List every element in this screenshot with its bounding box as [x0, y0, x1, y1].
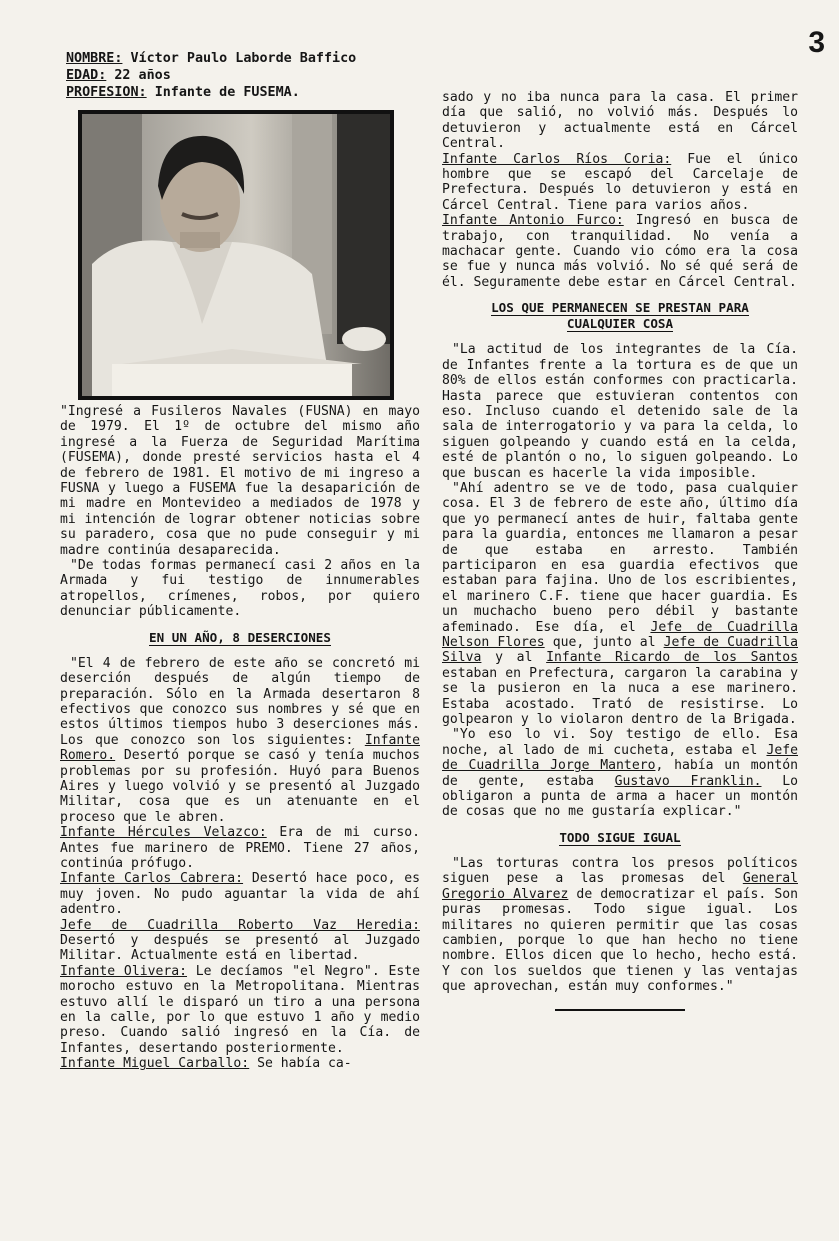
paragraph: "Ingresé a Fusileros Navales (FUSNA) en mayo de 1979. El 1º de octubre del mismo año ingresé a la Fuerza de Seguridad Marítima (FUSEMA), donde presté servicios hasta el 4 de febrero de 1981. El motivo de mi ingreso a FUSNA y luego a FUSEMA fue la desaparición de mi madre en Montevideo a mediados de 1978 y mi intención de lograr obtener noticias sobre su paradero, cosa que no pude conseguir y mi madre continúa desaparecida.	[60, 404, 420, 558]
paragraph-text: Se había ca-	[249, 1056, 352, 1072]
paragraph: sado y no iba nunca para la casa. El primer día que salió, no volvió más. Después lo detuvieron y actualmente está en Cárcel Central.	[442, 90, 798, 152]
person-name: Infante Antonio Furco:	[442, 213, 624, 229]
person-name: Infante Olivera:	[60, 963, 188, 979]
person-name: Jefe de Cuadrilla Roberto Vaz Heredia:	[60, 917, 420, 933]
section-heading-same	[442, 830, 798, 846]
paragraph	[60, 1056, 420, 1071]
paragraph-text: Desertó hace poco, es muy joven. No pudo aguantar la vida de ahí adentro.	[60, 871, 420, 918]
paragraph	[442, 481, 798, 728]
paragraph	[442, 727, 798, 819]
paragraph	[442, 213, 798, 290]
paragraph-text: estaban en Prefectura, cargaron la carabina y se la pusieron en la nuca a ese marinero. Estaba acostado. Trató de resistirse. Lo golpearon y lo violaron dentro de la Brigada.	[442, 665, 798, 728]
paragraph-text: Lo obligaron a punta de arma a hacer un montón de cosas que no me gustaría explicar."	[442, 773, 799, 820]
person-name: Infante Carlos Cabrera:	[60, 871, 244, 887]
name-value: Víctor Paulo Laborde Baffico	[130, 51, 357, 66]
section-heading-text: EN UN AÑO, 8 DESERCIONES	[149, 629, 331, 645]
paragraph	[60, 656, 420, 825]
section-heading-text: CUALQUIER COSA	[566, 316, 674, 332]
paragraph	[442, 152, 798, 214]
section-heading-remain	[442, 300, 798, 332]
paragraph-text: y al	[481, 650, 547, 666]
paragraph-text: "Yo eso lo vi. Soy testigo de ello. Esa noche, al lado de mi cucheta, estaba el	[442, 727, 798, 758]
profession-row	[66, 84, 356, 101]
paragraph-text: Desertó y después se presentó al Juzgado Militar. Actualmente está en libertad.	[60, 933, 420, 964]
paragraph: "La actitud de los integrantes de la Cía. de Infantes frente a la tortura es de que un 80% de ellos están conformes con practicarla. Hasta parece que estuvieran contentos con eso. Incluso cuando el detenido sale de la sala de interrogatorio y va para la celda, lo siguen golpeando y cuando está en la celda, esté de plantón o no, lo siguen golpeando. Lo que buscan es hacerle la vida imposible.	[442, 342, 798, 481]
age-value: 22 años	[114, 68, 171, 83]
paragraph: "De todas formas permanecí casi 2 años en la Armada y fui testigo de innumerables atropellos, crímenes, robos, por quiero denunciar públicamente.	[60, 558, 420, 620]
name-label: NOMBRE:	[66, 51, 123, 66]
paragraph-text: Era de mi curso. Antes fue marinero de PREMO. Tiene 27 años, continúa prófugo.	[60, 825, 421, 871]
person-name: Infante Carlos Ríos Coria:	[442, 151, 672, 167]
portrait-photo-image	[82, 114, 390, 396]
profession-label: PROFESION:	[66, 85, 147, 100]
end-rule	[555, 1009, 685, 1011]
person-name: Gustavo Franklin.	[614, 773, 762, 789]
person-name: Jefe de Cuadrilla Nelson Flores	[442, 619, 799, 650]
age-label: EDAD:	[66, 68, 107, 83]
paragraph-text: Desertó porque se casó y tenía muchos problemas por su profesión. Huyó para Buenos Aires y luego volvió y se presentó al Juzgado Militar, cosa que es un atenuante en el proceso que le abren.	[60, 748, 420, 825]
paragraph-text: , había un montón de gente, estaba	[442, 758, 798, 789]
right-column	[442, 90, 798, 1011]
name-row	[66, 50, 356, 67]
paragraph-text: "Ahí adentro se ve de todo, pasa cualquier cosa. El 3 de febrero de este año, último día que yo permanecí antes de huir, faltaba gente para la guardia, entonces me llamaron a pesar de que estaba en arresto. También participaron en esa guardia efectivos que estaban para fajina. Uno de los escribientes, el marinero C.F. tiene que hacer guardia. Es un muchacho bueno pero débil y bastante afeminado. Ese día, el	[442, 480, 798, 635]
section-heading-text: LOS QUE PERMANECEN SE PRESTAN PARA	[491, 300, 749, 316]
section-heading-desertions	[60, 630, 420, 646]
paragraph	[442, 856, 798, 995]
paragraph	[60, 825, 420, 871]
paragraph-text: Fue el único hombre que se escapó del Carcelaje de Prefectura. Después lo detuvieron y está en Cárcel Central. Tiene para varios años.	[442, 151, 798, 213]
person-name: Jefe de Cuadrilla Silva	[442, 635, 799, 666]
paragraph-text: "El 4 de febrero de este año se concretó mi deserción después de algún tiempo de preparación. Sólo en la Armada desertaron 8 efectivos que conozco sus nombres y sé que en estos últimos tiempos hubo 3 deserciones más. Los que conozco son los siguientes:	[60, 655, 420, 748]
paragraph	[60, 964, 420, 1056]
section-heading-text: TODO SIGUE IGUAL	[559, 829, 681, 845]
paragraph-text: de democratizar el país. Son puras promesas. Todo sigue igual. Los militares no quieren permitir que las cosas cambien, porque lo que han hecho no tiene nombre. Ellos dicen que lo hecho, hecho está. Y con los sueldos que tienen y las ventajas que aprovechan, están muy conformes."	[442, 886, 798, 995]
paragraph-text: que, junto al	[544, 635, 664, 650]
left-column	[60, 404, 420, 1072]
person-name: Jefe de Cuadrilla Jorge Mantero	[442, 742, 798, 774]
paragraph-text: Ingresó en busca de trabajo, con tranquilidad. No venía a machacar gente. Cuando vio cómo era la cosa se fue y nunca más volvió. No sé qué será de él. Seguramente debe estar en Cárcel Central.	[442, 213, 798, 290]
person-name: Infante Miguel Carballo:	[60, 1056, 250, 1072]
portrait-photo	[78, 110, 394, 400]
paragraph-text: Le decíamos "el Negro". Este morocho estuvo en la Metropolitana. Mientras estuvo allí le disparó un tiro a una persona en la calle, por lo que estuvo 1 año y medio preso. Cuando salió ingresó en la Cía. de Infantes, desertando posteriormente.	[60, 963, 420, 1056]
paragraph	[60, 918, 420, 964]
person-name: Infante Romero.	[60, 732, 420, 764]
person-name: Infante Ricardo de los Santos	[546, 650, 798, 666]
person-header	[66, 50, 356, 101]
paragraph	[60, 871, 420, 917]
paragraph-text: "Las torturas contra los presos políticos siguen pese a las promesas del	[442, 855, 798, 887]
person-name: Infante Hércules Velazco:	[60, 825, 267, 841]
person-name: General Gregorio Alvarez	[442, 871, 798, 902]
profession-value: Infante de FUSEMA.	[154, 85, 300, 100]
age-row	[66, 67, 356, 84]
page-number: 3	[808, 26, 825, 59]
